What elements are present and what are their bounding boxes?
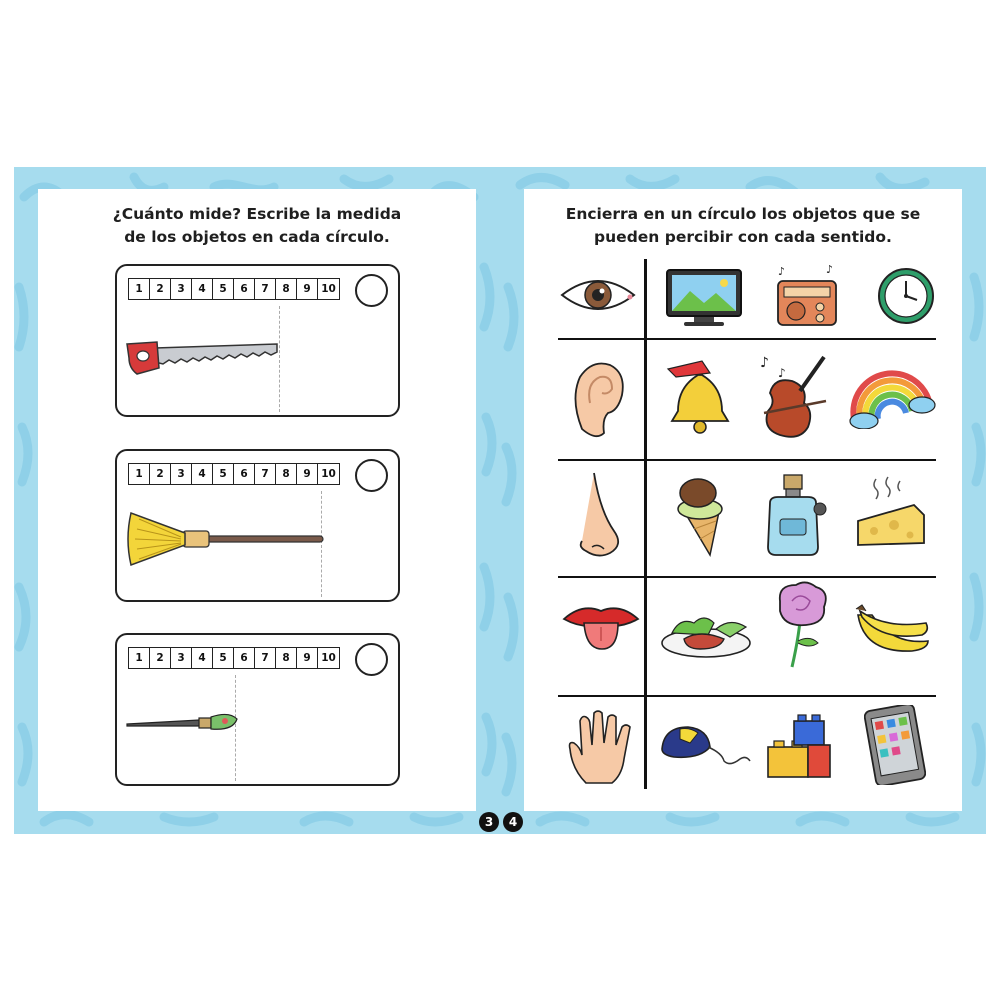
ruler-cell: 4 [192, 648, 213, 668]
ear-icon [568, 359, 628, 441]
ruler [128, 278, 340, 300]
left-title-line2: de los objetos en cada círculo. [124, 228, 390, 246]
ruler-cell: 7 [255, 648, 276, 668]
measure-card-paintbrush [115, 633, 400, 786]
ruler-cell: 4 [192, 464, 213, 484]
bananas-icon [852, 601, 932, 665]
svg-text:♪: ♪ [760, 355, 769, 371]
right-page [500, 167, 986, 834]
book-spread [14, 167, 986, 834]
ruler-cell: 8 [276, 648, 297, 668]
measure-card-broom [115, 449, 400, 602]
left-title [38, 203, 476, 249]
table-row-divider [558, 576, 936, 578]
left-page [14, 167, 500, 834]
saw-icon [125, 338, 283, 380]
left-title-line1: ¿Cuánto mide? Escribe la medida [112, 205, 402, 223]
television-icon [664, 267, 744, 329]
bell-icon [662, 355, 738, 437]
ruler-cell: 9 [297, 279, 318, 299]
violin-icon [756, 351, 832, 443]
eye-icon [560, 273, 636, 317]
computer-mouse-icon [660, 721, 752, 769]
svg-text:♪: ♪ [778, 265, 786, 278]
svg-text:♪: ♪ [826, 263, 834, 276]
left-worksheet [38, 189, 476, 811]
right-title-line1: Encierra en un círculo los objetos que se [565, 205, 921, 223]
tablet-icon [864, 705, 926, 785]
ruler-cell: 5 [213, 464, 234, 484]
ruler-cell: 9 [297, 464, 318, 484]
senses-table [558, 259, 936, 789]
ruler-cell: 1 [129, 464, 150, 484]
nose-icon [574, 471, 626, 559]
perfume-icon [762, 471, 828, 559]
ruler-cell: 6 [234, 279, 255, 299]
ruler-cell: 2 [150, 464, 171, 484]
ruler-cell: 3 [171, 648, 192, 668]
food-plate-icon [660, 603, 752, 661]
ruler-cell: 8 [276, 279, 297, 299]
ruler-cell: 9 [297, 648, 318, 668]
answer-circle[interactable] [355, 643, 388, 676]
ruler-cell: 4 [192, 279, 213, 299]
ruler-cell: 10 [321, 283, 336, 295]
rainbow-icon [848, 363, 936, 429]
ruler-cell: 3 [171, 279, 192, 299]
ruler-cell: 10 [321, 468, 336, 480]
right-worksheet [524, 189, 962, 811]
ruler-cell: 7 [255, 279, 276, 299]
answer-circle[interactable] [355, 274, 388, 307]
table-row-divider [558, 695, 936, 697]
ruler-cell: 6 [234, 464, 255, 484]
right-title-line2: pueden percibir con cada sentido. [594, 228, 892, 246]
right-title [524, 203, 962, 249]
ruler [128, 463, 340, 485]
rose-icon [770, 581, 832, 669]
ruler-cell: 2 [150, 279, 171, 299]
hand-icon [566, 709, 638, 787]
ruler-cell: 1 [129, 648, 150, 668]
page-number-left: 3 [479, 812, 499, 832]
toy-blocks-icon [764, 709, 834, 781]
paintbrush-icon [125, 709, 241, 737]
ruler-cell: 8 [276, 464, 297, 484]
cheese-icon [854, 475, 928, 549]
ruler-cell: 5 [213, 279, 234, 299]
table-row-divider [558, 338, 936, 340]
ruler [128, 647, 340, 669]
ruler-cell: 6 [234, 648, 255, 668]
page-number-right: 4 [503, 812, 523, 832]
answer-circle[interactable] [355, 459, 388, 492]
ice-cream-icon [670, 473, 730, 557]
mouth-icon [562, 599, 640, 653]
ruler-cell: 10 [321, 652, 336, 664]
radio-icon [772, 263, 842, 329]
ruler-cell: 5 [213, 648, 234, 668]
svg-text:♪: ♪ [778, 366, 786, 380]
measure-card-saw [115, 264, 400, 417]
ruler-cell: 3 [171, 464, 192, 484]
ruler-cell: 2 [150, 648, 171, 668]
clock-icon [876, 265, 936, 327]
ruler-cell: 1 [129, 279, 150, 299]
table-row-divider [558, 459, 936, 461]
ruler-cell: 7 [255, 464, 276, 484]
broom-icon [125, 511, 325, 569]
